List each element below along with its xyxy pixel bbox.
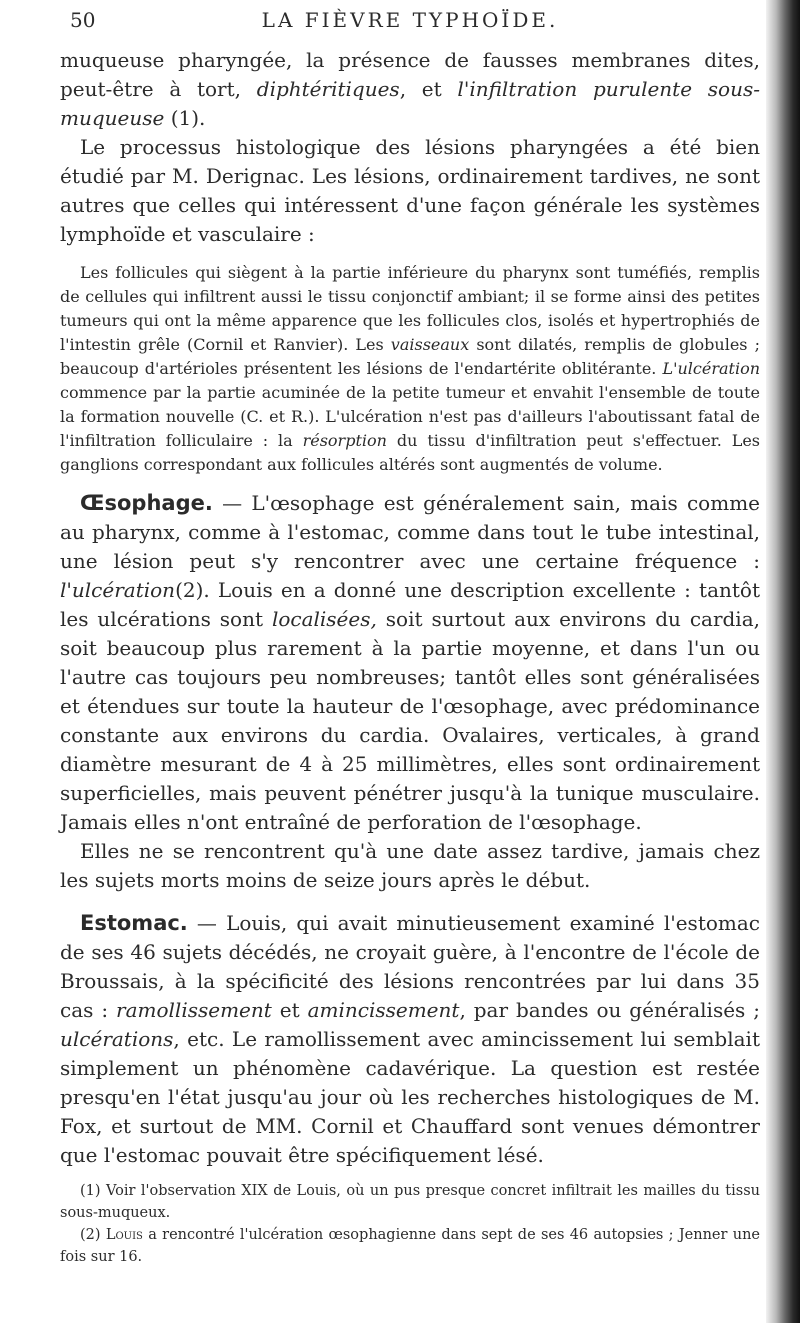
running-title: LA FIÈVRE TYPHOÏDE. xyxy=(261,8,559,32)
paragraph-pharynx-intro: muqueuse pharyngée, la présence de fausses membranes dites, peut-être à tort, diphtéritiques, et l'infiltration purulente sous-muqueuse (1). xyxy=(60,48,760,130)
footnotes xyxy=(60,1180,760,1268)
section-title-estomac: Estomac. xyxy=(80,911,188,935)
page-number: 50 xyxy=(70,8,96,32)
scan-edge-shadow xyxy=(766,0,800,1323)
footnote-2: (2) Louis a rencontré l'ulcération œsophagienne dans sept de ses 46 autopsies ; Jenner une fois sur 16. xyxy=(60,1227,760,1265)
page-header xyxy=(60,8,760,46)
paragraph-follicles-quote: Les follicules qui siègent à la partie inférieure du pharynx sont tuméfiés, remplis de cellules qui infiltrent aussi le tissu conjonctif ambiant; il se forme ainsi des petites tumeurs qui ont la même apparence que les follicules clos, isolés et hypertrophiés de l'intestin grêle (Cornil et Ranvier). Les vaisseaux sont dilatés, remplis de globules ; beaucoup d'artérioles présentent les lésions de l'endartérite oblitérante. L'ulcération commence par la partie acuminée de la petite tumeur et envahit l'ensemble de toute la formation nouvelle (C. et R.). L'ulcération n'est pas d'ailleurs l'aboutissant fatal de l'infiltration folliculaire : la résorption du tissu d'infiltration peut s'effectuer. Les ganglions correspondant aux follicules altérés sont augmentés de volume. xyxy=(60,263,760,474)
footnote-1: (1) Voir l'observation XIX de Louis, où un pus presque concret infiltrait les mailles du tissu sous-muqueux. xyxy=(60,1183,760,1221)
section-oesophage: Œsophage. — L'œsophage est généralement sain, mais comme au pharynx, comme à l'estomac, comme dans tout le tube intestinal, une lésion peut s'y rencontrer avec une certaine fréquence : l'ulcération(2). Louis en a donné une description excellente : tantôt les ulcérations sont localisées, soit surtout aux environs du cardia, soit beaucoup plus rarement à la partie moyenne, et dans l'un ou l'autre cas toujours peu nombreuses; tantôt elles sont généralisées et étendues sur toute la hauteur de l'œsophage, avec prédominance constante aux environs du cardia. Ovalaires, verticales, à grand diamètre mesurant de 4 à 25 millimètres, elles sont ordinairement superficielles, mais peuvent pénétrer jusqu'à la tunique musculaire. Jamais elles n'ont entraîné de perforation de l'œsophage. xyxy=(60,491,760,834)
section-title-oesophage: Œsophage. xyxy=(80,491,213,515)
paragraph-histology: Le processus histologique des lésions pharyngées a été bien étudié par M. Derignac. Les lésions, ordinairement tardives, ne sont autres que celles qui intéressent d'une façon générale les systèmes lymphoïde et vasculaire : xyxy=(60,135,760,246)
section-estomac: Estomac. — Louis, qui avait minutieusement examiné l'estomac de ses 46 sujets décédés, ne croyait guère, à l'encontre de l'école de Broussais, à la spécificité des lésions rencontrées par lui dans 35 cas : ramollissement et amincissement, par bandes ou généralisés ; ulcérations, etc. Le ramollissement avec amincissement lui semblait simplement un phénomène cadavérique. La question est restée presqu'en l'état jusqu'au jour où les recherches histologiques de M. Fox, et surtout de MM. Cornil et Chauffard sont venues démontrer que l'estomac pouvait être spécifiquement lésé. xyxy=(60,911,760,1167)
page-body xyxy=(60,8,760,1268)
paragraph-oesophage-timing: Elles ne se rencontrent qu'à une date assez tardive, jamais chez les sujets morts moins de seize jours après le début. xyxy=(60,839,760,892)
